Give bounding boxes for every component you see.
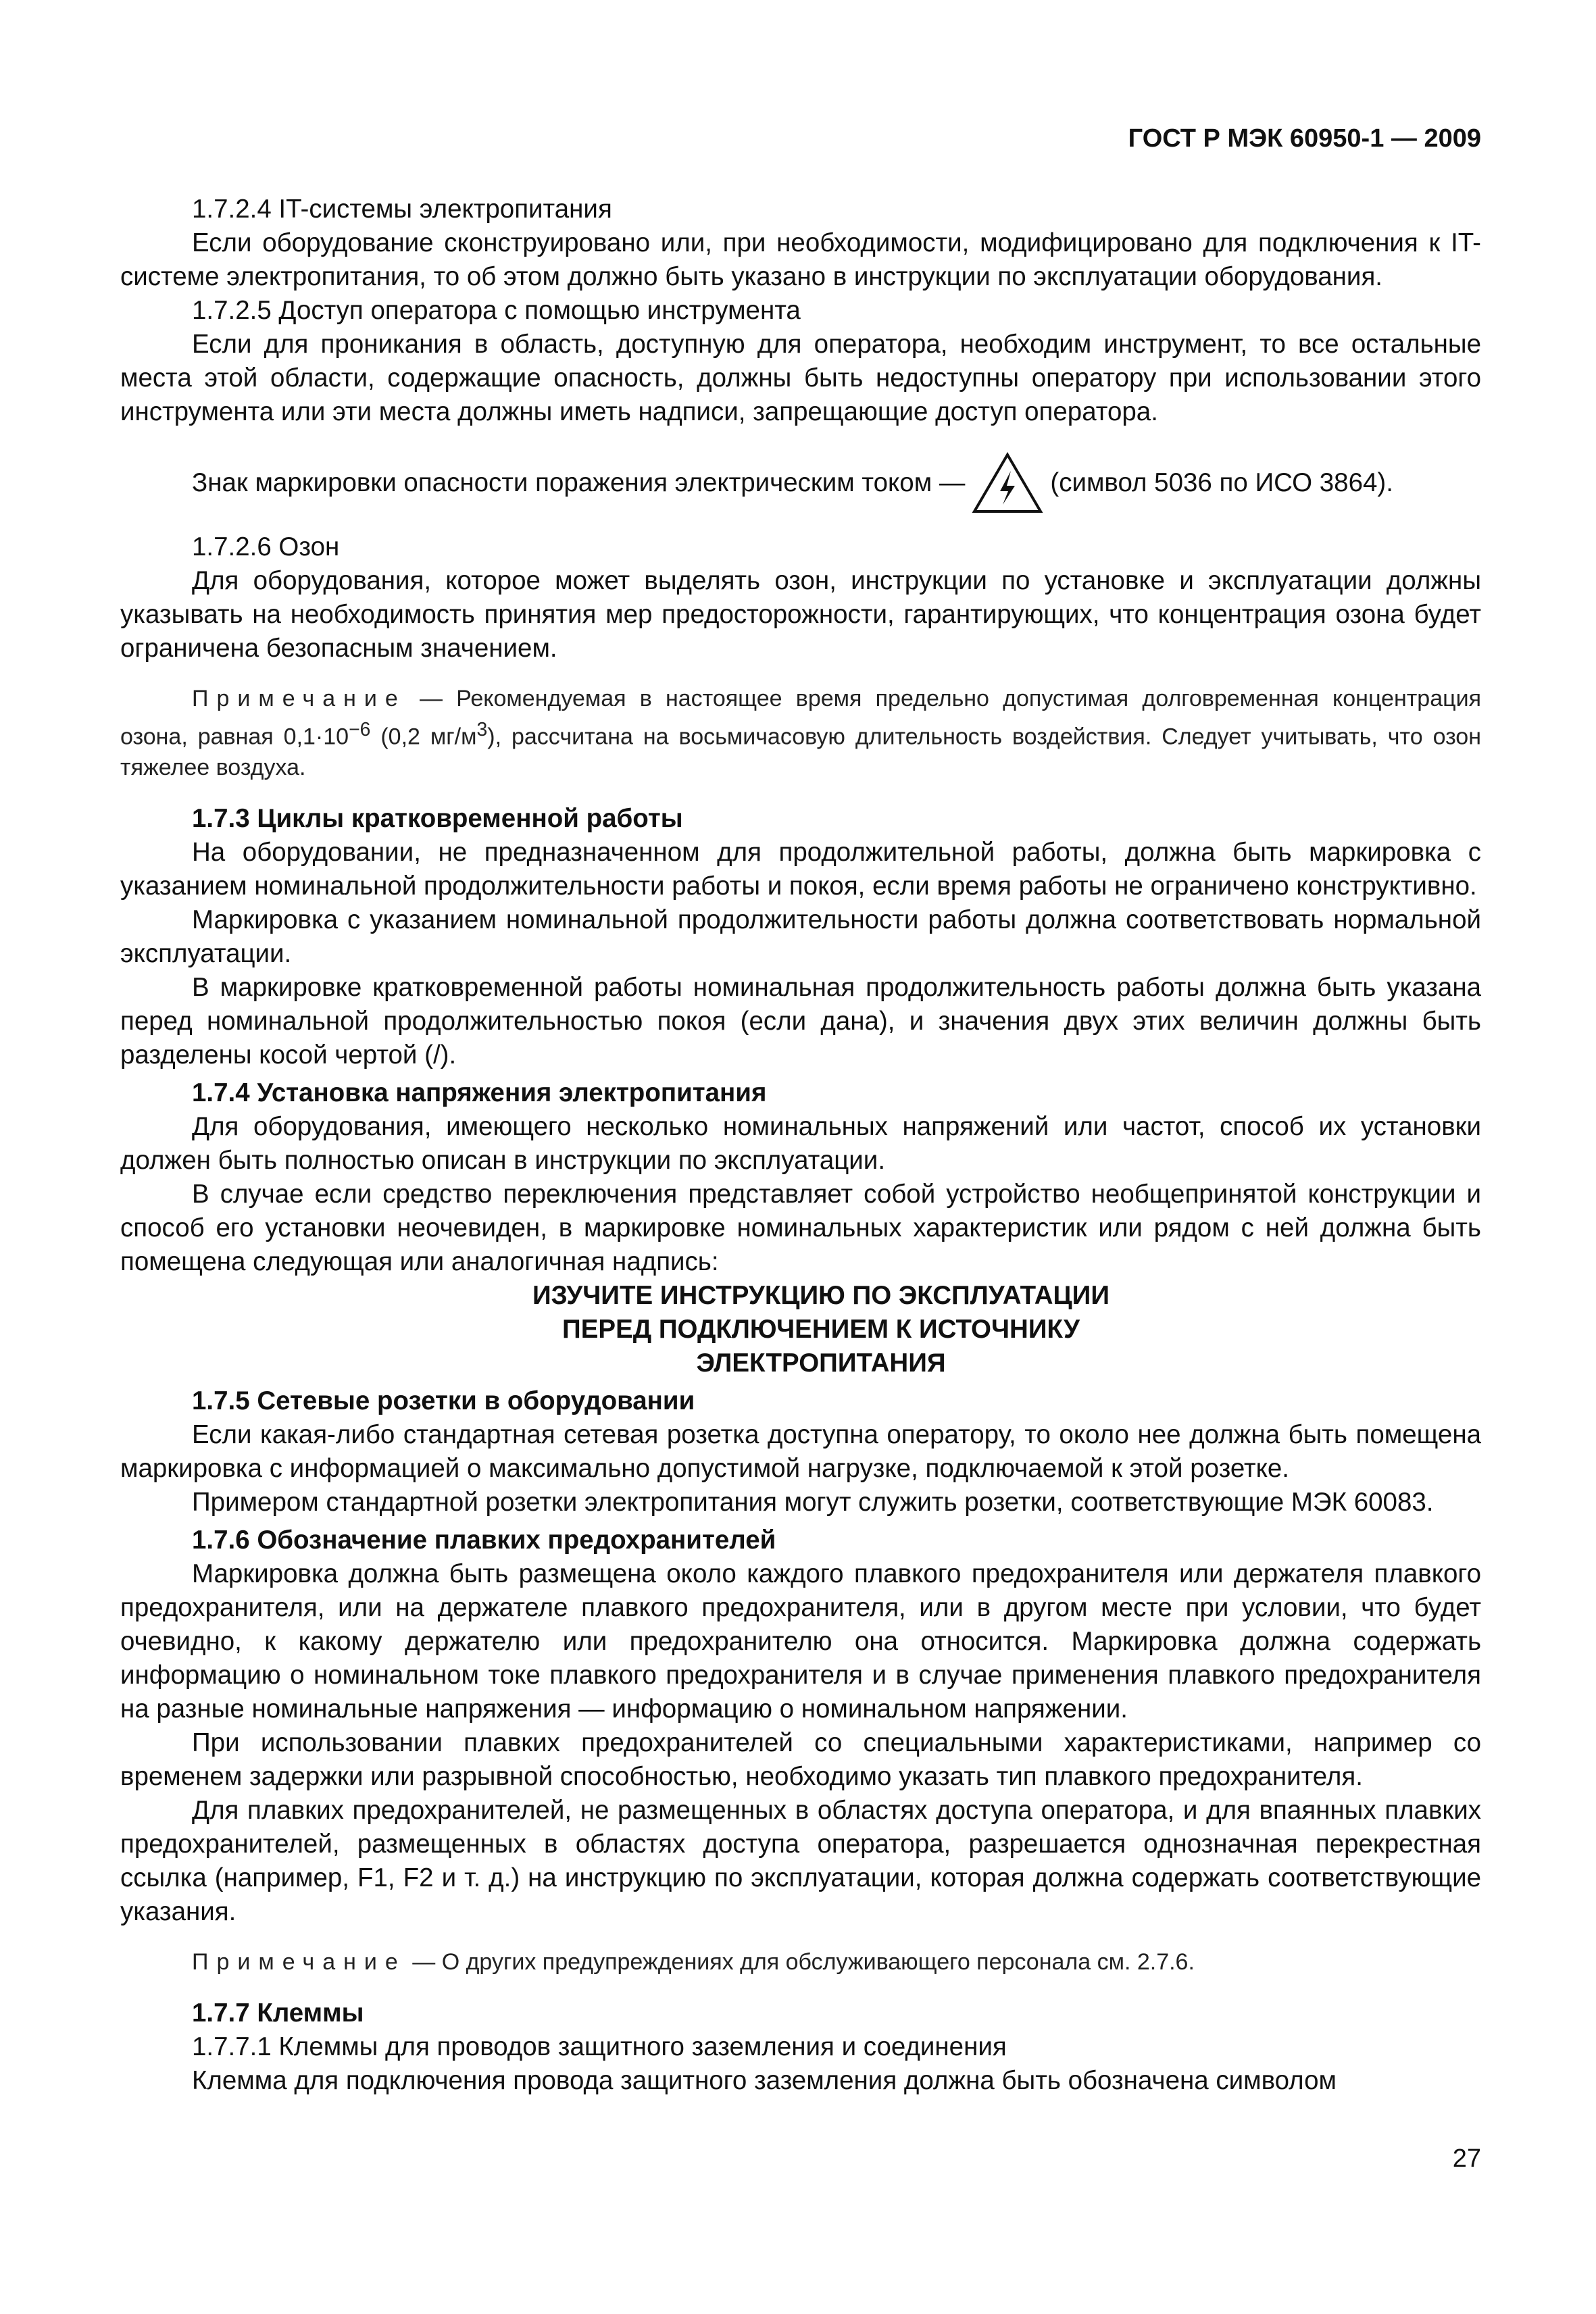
section-1-7-6-p1: Маркировка должна быть размещена около каждого плавкого предохранителя или держателя плавкого предохранителя, или на держателе плавкого предохранителя, или в другом месте при условии, что будет очевидно, к какому держателю или предохранителю она относится. Маркировка должна содержать информацию о номинальном токе плавкого предохранителя и в случае применения плавкого предохранителя на разные номинальные напряжения — информацию о номинальном напряжении. <box>120 1559 1481 1724</box>
section-1-7-5-p1: Если какая-либо стандартная сетевая розетка доступна оператору, то около нее должна быть помещена маркировка с информацией о максимально допустимой нагрузке, подключаемой к этой розетке. <box>120 1420 1481 1484</box>
warning-line-1: ИЗУЧИТЕ ИНСТРУКЦИЮ ПО ЭКСПЛУАТАЦИИ <box>532 1281 1110 1311</box>
note-exponent: −6 <box>349 719 371 740</box>
document-header: ГОСТ Р МЭК 60950-1 — 2009 <box>1128 124 1481 153</box>
note-ozone <box>120 683 1481 783</box>
note-text-2: — О других предупреждениях для обслуживающего персонала см. 2.7.6. <box>412 1949 1195 1976</box>
section-1-7-7-title: 1.7.7 Клеммы <box>192 1998 364 2028</box>
section-1-7-3-p3: В маркировке кратковременной работы номинальная продолжительность работы должна быть указана перед номинальной продолжительностью покоя (если дана), и значения двух этих величин должны быть разделены косой чертой (/). <box>120 973 1481 1070</box>
section-1-7-4-title: 1.7.4 Установка напряжения электропитания <box>192 1078 767 1108</box>
symbol-line-before: Знак маркировки опасности поражения электрическим током — <box>192 468 966 497</box>
note-label: Примечание <box>192 686 406 711</box>
page-content <box>120 193 1481 2098</box>
section-1-7-4-p2: В случае если средство переключения представляет собой устройство необщепринятой конструкции и способ его установки неочевиден, в маркировке номинальных характеристик или рядом с ней должна быть помещена следующая или аналогичная надпись: <box>120 1180 1481 1277</box>
section-1-7-4-p1: Для оборудования, имеющего несколько номинальных напряжений или частот, способ их установки должен быть полностью описан в инструкции по эксплуатации. <box>120 1112 1481 1176</box>
note-service-warnings <box>120 1946 1481 1978</box>
note-text-a: — Рекомендуемая в настоящее время предельно допустимая долговременная концентрация озона, равная 0,1·10 <box>120 686 1481 750</box>
warning-line-2: ПЕРЕД ПОДКЛЮЧЕНИЕМ К ИСТОЧНИКУ <box>562 1315 1080 1344</box>
section-1-7-7-1-text: Клемма для подключения провода защитного заземления должна быть обозначена символом <box>192 2066 1337 2096</box>
note-text-b: (0,2 мг/м <box>370 724 477 750</box>
section-1-7-3-p2: Маркировка с указанием номинальной продолжительности работы должна соответствовать нормальной эксплуатации. <box>120 905 1481 969</box>
section-1-7-6-title: 1.7.6 Обозначение плавких предохранителей <box>192 1526 776 1555</box>
note-label-2: Примечание <box>192 1949 406 1976</box>
section-1-7-3-title: 1.7.3 Циклы кратковременной работы <box>192 804 683 834</box>
warning-line-3: ЭЛЕКТРОПИТАНИЯ <box>696 1349 946 1378</box>
section-1-7-6-p2: При использовании плавких предохранителей со специальными характеристиками, например со временем задержки или разрывной способностью, необходимо указать тип плавкого предохранителя. <box>120 1728 1481 1792</box>
section-1-7-7-1-title: 1.7.7.1 Клеммы для проводов защитного заземления и соединения <box>192 2032 1007 2062</box>
note-exponent-2: 3 <box>476 719 488 740</box>
section-1-7-5-title: 1.7.5 Сетевые розетки в оборудовании <box>192 1386 695 1416</box>
section-1-7-6-p3: Для плавких предохранителей, не размещенных в областях доступа оператора, и для впаянных плавких предохранителей, размещенных в областях доступа оператора, разрешается однозначная перекрестная ссылка (например, F1, F2 и т. д.) на инструкцию по эксплуатации, которая должна содержать соответствующие указания. <box>120 1796 1481 1927</box>
section-1-7-3-p1: На оборудовании, не предназначенном для продолжительной работы, должна быть маркировка с указанием номинальной продолжительности работы и покоя, если время работы не ограничено конструктивно. <box>120 838 1481 901</box>
section-1-7-2-4-text: Если оборудование сконструировано или, при необходимости, модифицировано для подключения к IT-системе электропитания, то об этом должно быть указано в инструкции по эксплуатации оборудования. <box>120 228 1481 291</box>
section-1-7-2-6-title: 1.7.2.6 Озон <box>192 532 340 561</box>
note-text-c: ), рассчитана на восьмичасовую длительность воздействия. Следует учитывать, что озон тяжелее воздуха. <box>120 724 1481 781</box>
symbol-line-after: (символ 5036 по ИСО 3864). <box>1050 468 1393 497</box>
section-1-7-2-5-title: 1.7.2.5 Доступ оператора с помощью инструмента <box>192 296 801 325</box>
section-1-7-2-6-text: Для оборудования, которое может выделять озон, инструкции по установке и эксплуатации должны указывать на необходимость принятия мер предосторожности, гарантирующих, что концентрация озона будет ограничена безопасным значением. <box>120 566 1481 663</box>
section-1-7-2-4-title: 1.7.2.4 IT-системы электропитания <box>192 195 612 224</box>
section-1-7-5-p2: Примером стандартной розетки электропитания могут служить розетки, соответствующие МЭК 60083. <box>192 1488 1434 1517</box>
page-number: 27 <box>1452 2144 1481 2173</box>
hazard-symbol-line <box>120 451 1481 515</box>
electric-hazard-icon <box>970 451 1045 515</box>
section-1-7-2-5-text: Если для проникания в область, доступную для оператора, необходим инструмент, то все остальные места этой области, содержащие опасность, должны быть недоступны оператору при использовании этого инструмента или эти места должны иметь надписи, запрещающие доступ оператора. <box>120 330 1481 426</box>
